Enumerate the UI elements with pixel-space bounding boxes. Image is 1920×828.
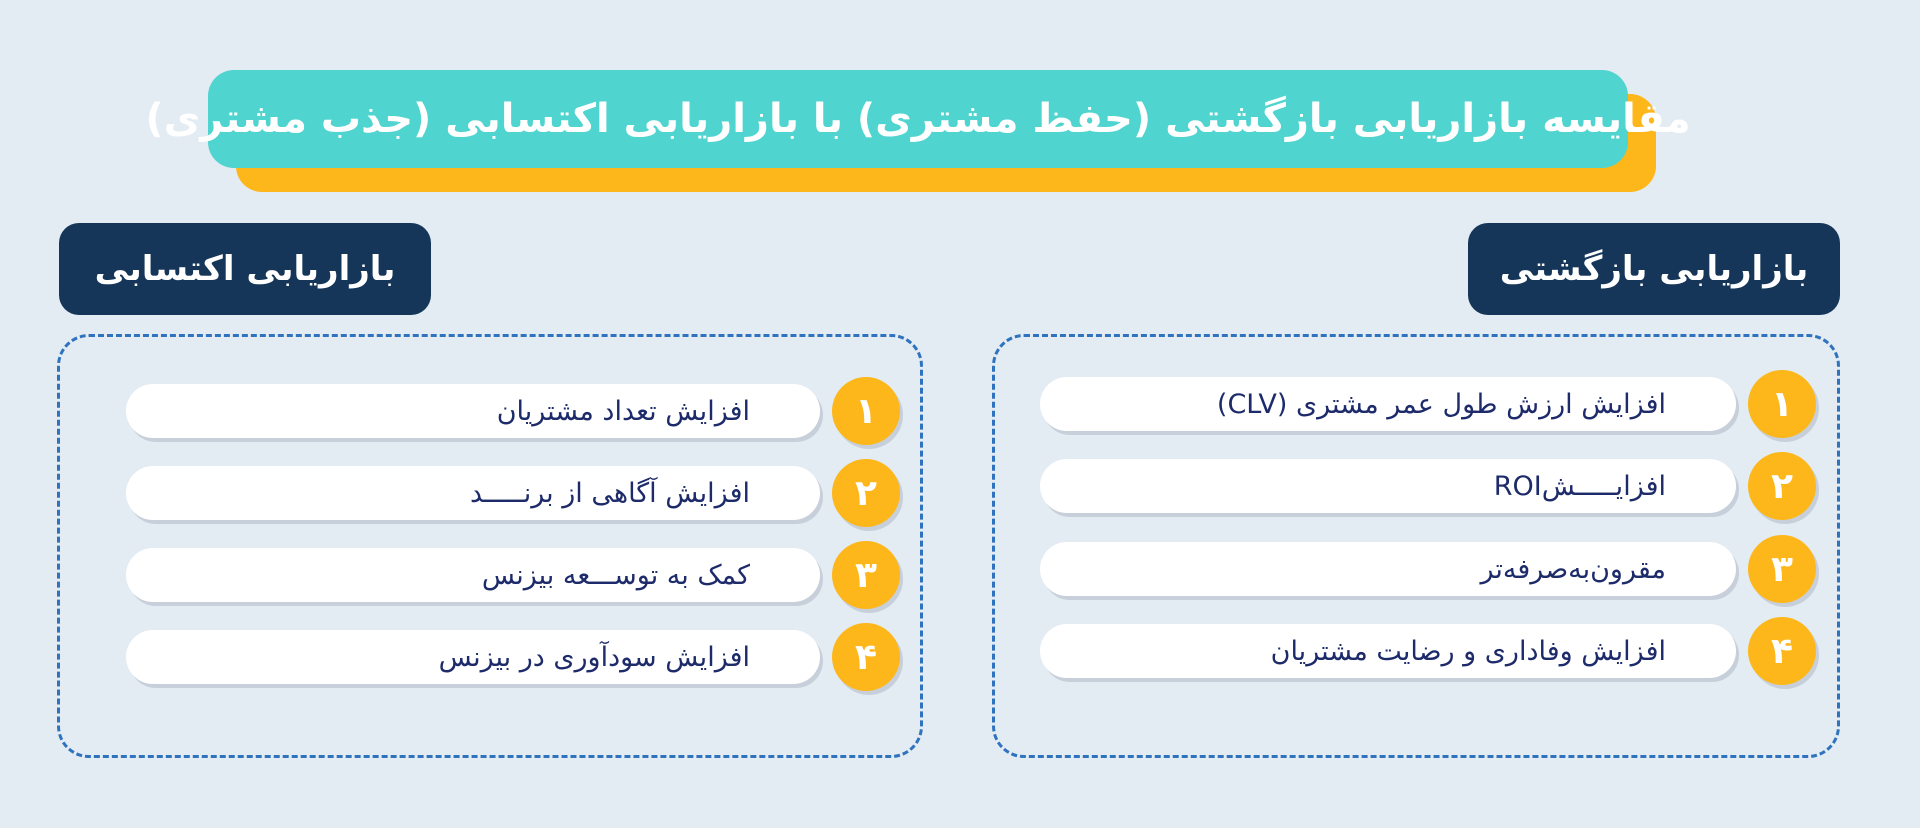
item-pill <box>1040 377 1736 431</box>
item-number-badge: ۳ <box>1748 535 1816 603</box>
list-item <box>1040 535 1816 605</box>
list-item <box>1040 452 1816 522</box>
list-item <box>122 541 900 611</box>
item-number-badge: ۲ <box>832 459 900 527</box>
retention-marketing-header <box>1468 223 1840 315</box>
item-text: مقرون‌به‌صرفه‌تر <box>1480 553 1666 585</box>
item-text: افزایش سودآوری در بیزنس <box>438 641 750 673</box>
list-item <box>1040 617 1816 687</box>
acquisition-marketing-header <box>59 223 431 315</box>
item-pill <box>1040 542 1736 596</box>
item-pill <box>126 630 820 684</box>
item-text: افزایش آگاهی از برنـــــد <box>469 477 750 509</box>
title-banner <box>145 70 1691 168</box>
list-item <box>122 377 900 447</box>
item-pill <box>126 384 820 438</box>
list-item <box>122 623 900 693</box>
item-number-badge: ۳ <box>832 541 900 609</box>
item-pill <box>126 548 820 602</box>
item-number-badge: ۴ <box>1748 617 1816 685</box>
list-item <box>122 459 900 529</box>
item-pill <box>126 466 820 520</box>
item-pill <box>1040 624 1736 678</box>
acquisition-marketing-header-label: بازاریابی اکتسابی <box>94 249 396 289</box>
item-text: افزایش وفاداری و رضایت مشتریان <box>1270 635 1666 667</box>
list-item <box>1040 370 1816 440</box>
item-number-badge: ۴ <box>832 623 900 691</box>
item-pill <box>1040 459 1736 513</box>
item-number-badge: ۱ <box>1748 370 1816 438</box>
item-number-badge: ۱ <box>832 377 900 445</box>
retention-marketing-header-label: بازاریابی بازگشتی <box>1499 249 1809 289</box>
item-text: افزایـــــشROI <box>1493 470 1666 502</box>
item-text: افزایش تعداد مشتریان <box>496 395 750 427</box>
item-number-badge: ۲ <box>1748 452 1816 520</box>
item-text: کمک به توســـعه بیزنس <box>481 559 750 591</box>
item-text: افزایش ارزش طول عمر مشتری (CLV) <box>1216 388 1666 420</box>
page-title: مقایسه بازاریابی بازگشتی (حفظ مشتری) با بازاریابی اکتسابی (جذب مشتری) <box>145 96 1691 142</box>
